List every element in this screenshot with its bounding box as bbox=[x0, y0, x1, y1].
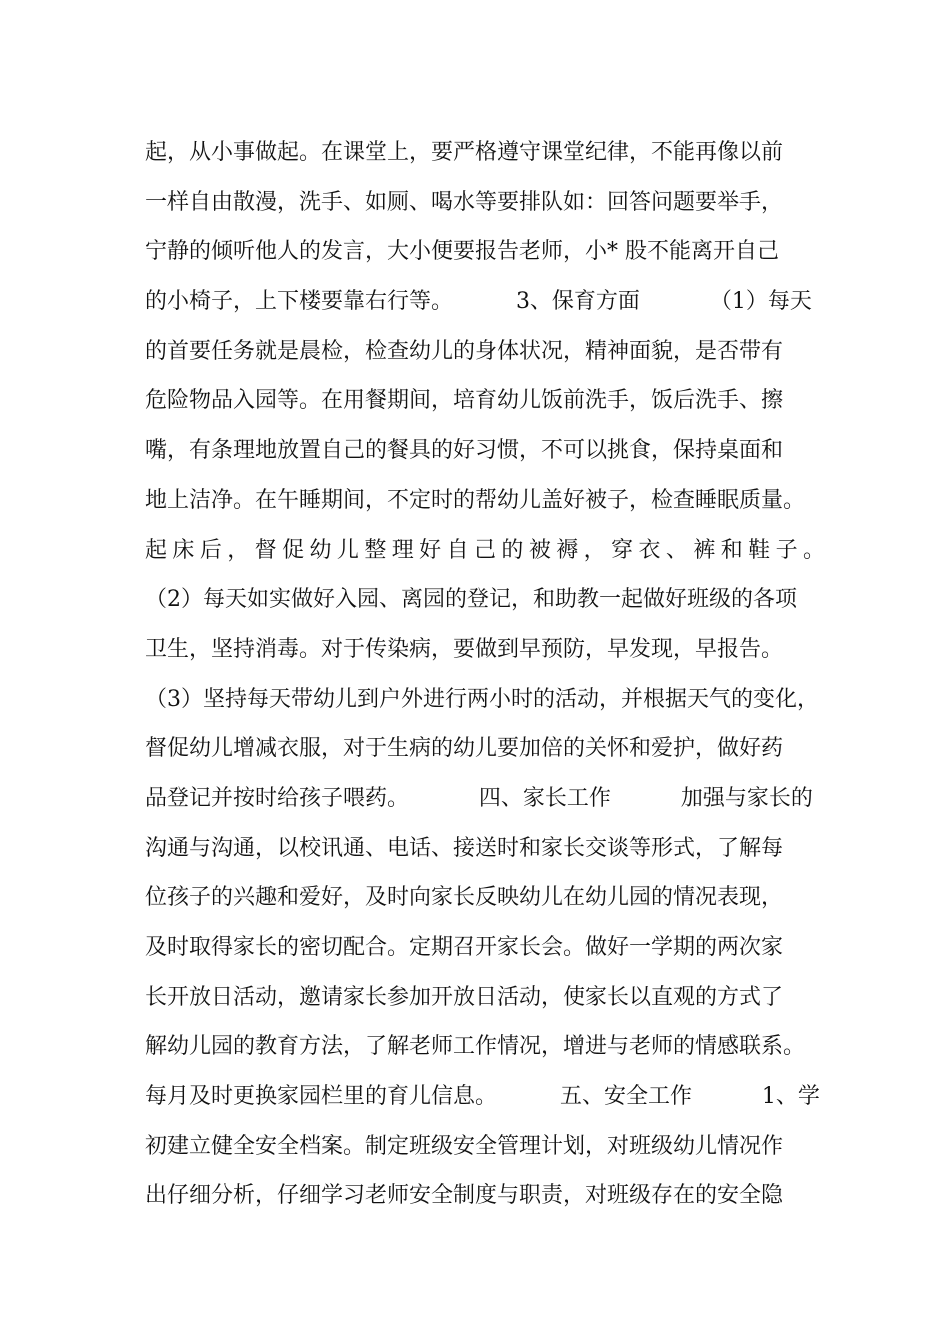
text-line: （3）坚持每天带幼儿到户外进行两小时的活动，并根据天气的变化， bbox=[145, 686, 819, 712]
text-line: 位孩子的兴趣和爱好，及时向家长反映幼儿在幼儿园的情况表现， bbox=[145, 885, 784, 911]
text-line: 沟通与沟通，以校讯通、电话、接送时和家长交谈等形式，了解每 bbox=[145, 835, 784, 861]
text-line: 品登记并按时给孩子喂药。 四、家长工作 加强与家长的 bbox=[145, 785, 813, 811]
text-line: 卫生，坚持消毒。对于传染病，要做到早预防，早发现，早报告。 bbox=[145, 636, 784, 662]
text-line: 危险物品入园等。在用餐期间，培育幼儿饭前洗手，饭后洗手、擦 bbox=[145, 388, 784, 414]
text-line: 宁静的倾听他人的发言，大小便要报告老师，小* 股不能离开自己 bbox=[145, 239, 779, 265]
text-line: （2）每天如实做好入园、离园的登记，和助教一起做好班级的各项 bbox=[145, 587, 797, 613]
text-line: 嘴，有条理地放置自己的餐具的好习惯，不可以挑食，保持桌面和 bbox=[145, 438, 784, 464]
text-line: 初建立健全安全档案。制定班级安全管理计划，对班级幼儿情况作 bbox=[145, 1133, 784, 1159]
text-line: 每月及时更换家园栏里的育儿信息。 五、安全工作 1、学 bbox=[145, 1084, 820, 1110]
body-text bbox=[145, 128, 825, 1221]
text-line: 起，从小事做起。在课堂上，要严格遵守课堂纪律，不能再像以前 bbox=[145, 140, 784, 165]
text-line: 督促幼儿增减衣服，对于生病的幼儿要加倍的关怀和爱护，做好药 bbox=[145, 736, 784, 762]
text-line: 地上洁净。在午睡期间，不定时的帮幼儿盖好被子，检查睡眠质量。 bbox=[145, 487, 806, 513]
text-line: 出仔细分析，仔细学习老师安全制度与职责，对班级存在的安全隐 bbox=[145, 1183, 784, 1209]
text-line: 一样自由散漫，洗手、如厕、喝水等要排队如：回答问题要举手， bbox=[145, 189, 784, 215]
text-line: 的小椅子，上下楼要靠右行等。 3、保育方面 （1）每天 bbox=[145, 289, 812, 315]
text-line: 起床后，督促幼儿整理好自己的被褥，穿衣、裤和鞋子。 bbox=[145, 537, 825, 563]
text-line: 长开放日活动，邀请家长参加开放日活动，使家长以直观的方式了 bbox=[145, 984, 784, 1010]
text-line: 的首要任务就是晨检，检查幼儿的身体状况，精神面貌，是否带有 bbox=[145, 338, 784, 364]
text-line: 解幼儿园的教育方法，了解老师工作情况，增进与老师的情感联系。 bbox=[145, 1034, 806, 1060]
text-line: 及时取得家长的密切配合。定期召开家长会。做好一学期的两次家 bbox=[145, 935, 784, 960]
